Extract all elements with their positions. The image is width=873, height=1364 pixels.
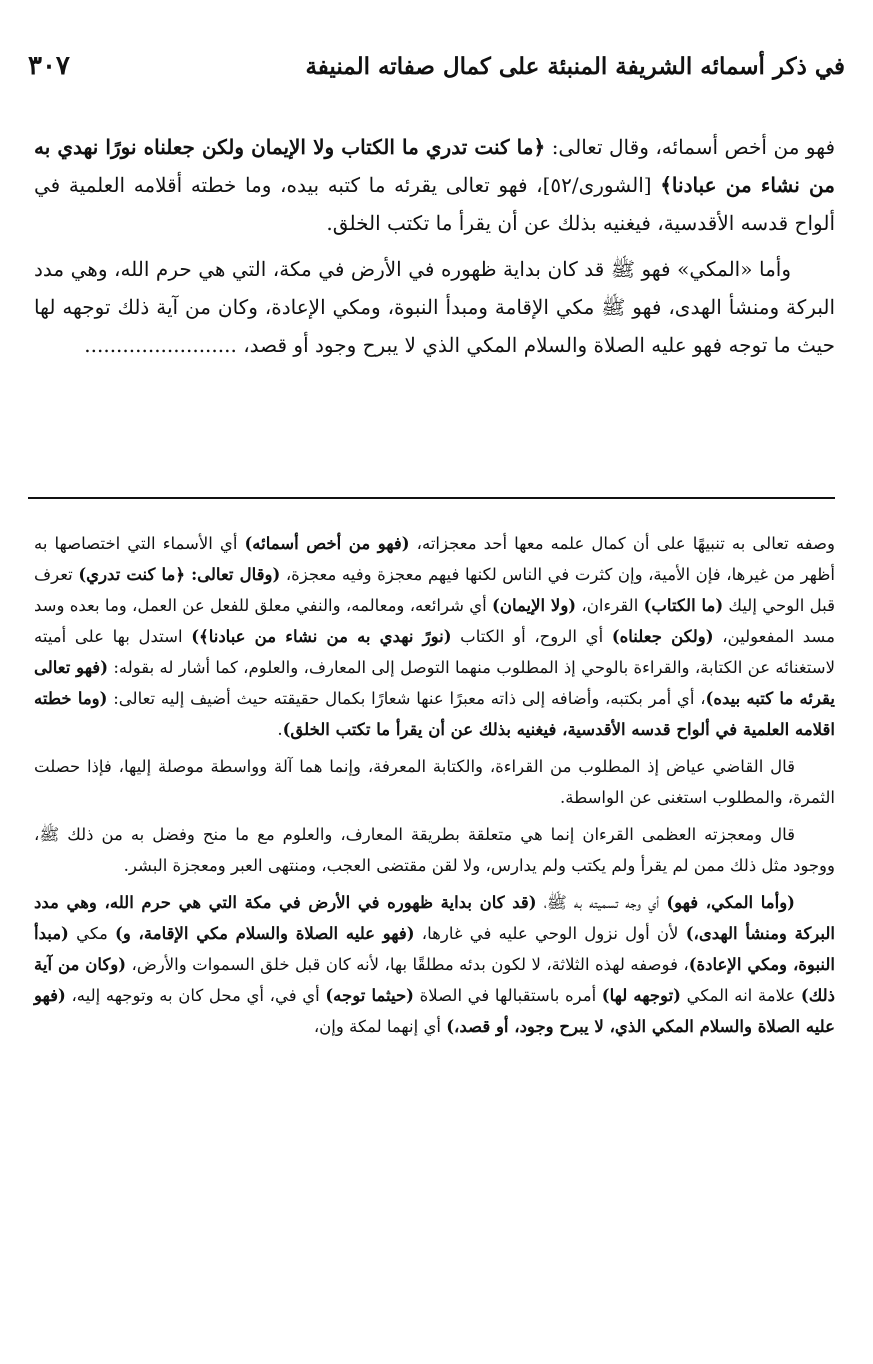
bold-matn-quote: (فهو عليه الصلاة والسلام مكي الإقامة، و)	[115, 924, 415, 943]
main-text-span: وأما «المكي» فهو ﷺ قد كان بداية ظهوره في الأرض في مكة، التي هي حرم الله، وهي مدد البركة ومنشأ الهدى، فهو ﷺ مكي الإقامة ومبدأ النبوة، ومكي الإعادة، وكان من آية ذلك توجهه لها حيث ما توجه فهو عليه الصلاة والسلام المكي الذي لا يبرح وجود أو قصد،	[34, 257, 835, 357]
bold-matn-quote: (فهو من أخص أسمائه)	[244, 534, 410, 553]
commentary-paragraph-4	[34, 887, 835, 1042]
bold-matn-quote: (حيثما توجه)	[325, 986, 414, 1005]
bold-matn-quote: (ولكن جعلناه)	[611, 627, 714, 646]
page-header	[28, 44, 845, 88]
bold-matn-quote: (ما الكتاب)	[643, 596, 724, 615]
bold-matn-quote: (ولا الإيمان)	[492, 596, 577, 615]
bold-matn-quote: (قد كان بداية ظهوره في الأرض في مكة التي هي حرم الله، وهي مدد البركة ومنشأ الهدى،)	[34, 893, 836, 943]
bold-matn-quote: (وكان من آية ذلك)	[34, 955, 835, 1005]
bold-matn-quote: (وما خطته اقلامه العلمية في ألواح قدسه الأقدسية، فيغنيه بذلك عن أن يقرأ ما تكتب الخلق)	[34, 689, 835, 739]
commentary-text: استدل بها على أميته لاستغنائه عن الكتابة، والقراءة بالوحي إذ المطلوب منهما التوصل إلى المعارف، والعلوم، كما أشار له بقوله:	[34, 627, 835, 677]
commentary-text: أي في، أي محل كان به وتوجهه إليه،	[65, 986, 326, 1005]
page-number: ٣٠٧	[28, 51, 70, 81]
commentary-text: .	[277, 720, 283, 739]
commentary-text: أي الأسماء التي اختصاصها به أظهر من غيرها، فإن الأمية، وإن كثرت في الناس لكنها فيهم معجزة وفيه معجزة،	[34, 534, 835, 584]
bold-matn-quote: (توجهه لها)	[601, 986, 681, 1005]
commentary-text: أي شرائعه، ومعالمه، والنفي معلق للفعل عن العمل، وما بعده وسد مسد المفعولين،	[34, 596, 835, 646]
bold-matn-quote: (نورً نهدي به من نشاء من عبادنا﴾)	[191, 627, 452, 646]
commentary-paragraph-1	[34, 528, 835, 745]
commentary-text: علامة انه المكي	[680, 986, 801, 1005]
commentary-text: أي إنهما لمكة وإن،	[313, 1017, 447, 1036]
running-header-title: في ذكر أسمائه الشريفة المنبئة على كمال صفاته المنيفة	[305, 52, 845, 80]
commentary-text: أي وجه تسميته به ﷺ،	[536, 893, 667, 912]
bold-matn-quote: (وقال تعالى: ﴿ما كنت تدري)	[78, 565, 281, 584]
commentary-text: لأن أول نزول الوحي عليه في غارها،	[414, 924, 686, 943]
commentary-text: أمره باستقبالها في الصلاة	[414, 986, 602, 1005]
footnote-divider	[28, 497, 835, 499]
main-paragraph-1	[34, 128, 835, 242]
commentary-paragraph-3: قال ومعجزته العظمى القرءان إنما هي متعلقة بطريقة المعارف، والعلوم مع ما منح وفضل به من ذلك ﷺ، ووجود مثل ذلك ممن لم يقرأ ولم يكتب ولم يدارس، ولا لقن مقتضى العجب، ومنتهى العبر ومعجزة البشر.	[34, 825, 835, 875]
main-text-block	[34, 128, 835, 372]
commentary-text: مكي	[68, 924, 116, 943]
main-text-span: فهو من أخص أسمائه، وقال تعالى:	[545, 135, 836, 159]
commentary-block	[34, 528, 835, 1048]
commentary-text: وصفه تعالى به تنبيهًا على أن كمال علمه معها أحد معجزاته،	[409, 534, 835, 553]
ellipsis-dots: ........................	[84, 333, 244, 357]
quran-verse: ﴿ما كنت تدري ما الكتاب ولا الإيمان ولكن جعلناه نورًا نهدي به من نشاء من عبادنا﴾	[34, 135, 835, 197]
main-text-span: [الشورى/٥٢]، فهو تعالى يقرئه ما كتبه بيده، وما خطته أقلامه العلمية في ألواح قدسه الأقدسية، فيغنيه بذلك عن أن يقرأ ما تكتب الخلق.	[34, 173, 835, 235]
bold-matn-quote: (فهو عليه الصلاة والسلام المكي الذي، لا يبرح وجود، أو قصد،)	[34, 986, 835, 1036]
commentary-text: ، فوصفه لهذه الثلاثة، لا لكون بدئه مطلقًا بها، لأنه كان قبل خلق السموات والأرض،	[126, 955, 689, 974]
commentary-paragraph-2: قال القاضي عياض إذ المطلوب من القراءة، والكتابة المعرفة، وإنما هما آلة وواسطة موصلة إليها، فإذا حصلت الثمرة، والمطلوب استغنى عن الواسطة.	[34, 757, 835, 807]
bold-matn-quote: (فهو تعالى يقرئه ما كتبه بيده)	[34, 658, 835, 708]
main-paragraph-2	[34, 250, 835, 364]
commentary-text: تعرف قبل الوحي إليك	[34, 565, 835, 615]
commentary-text: أي الروح، أو الكتاب	[451, 627, 612, 646]
bold-matn-quote: (مبدأ النبوة، ومكي الإعادة)	[34, 924, 836, 974]
commentary-text: القرءان،	[576, 596, 644, 615]
commentary-text: ، أي أمر بكتبه، وأضافه إلى ذاته معبرًا عنها شعارًا بكمال حقيقته حيث أضيف إليه تعالى:	[107, 689, 706, 708]
bold-matn-quote: (وأما المكي، فهو)	[666, 893, 795, 912]
